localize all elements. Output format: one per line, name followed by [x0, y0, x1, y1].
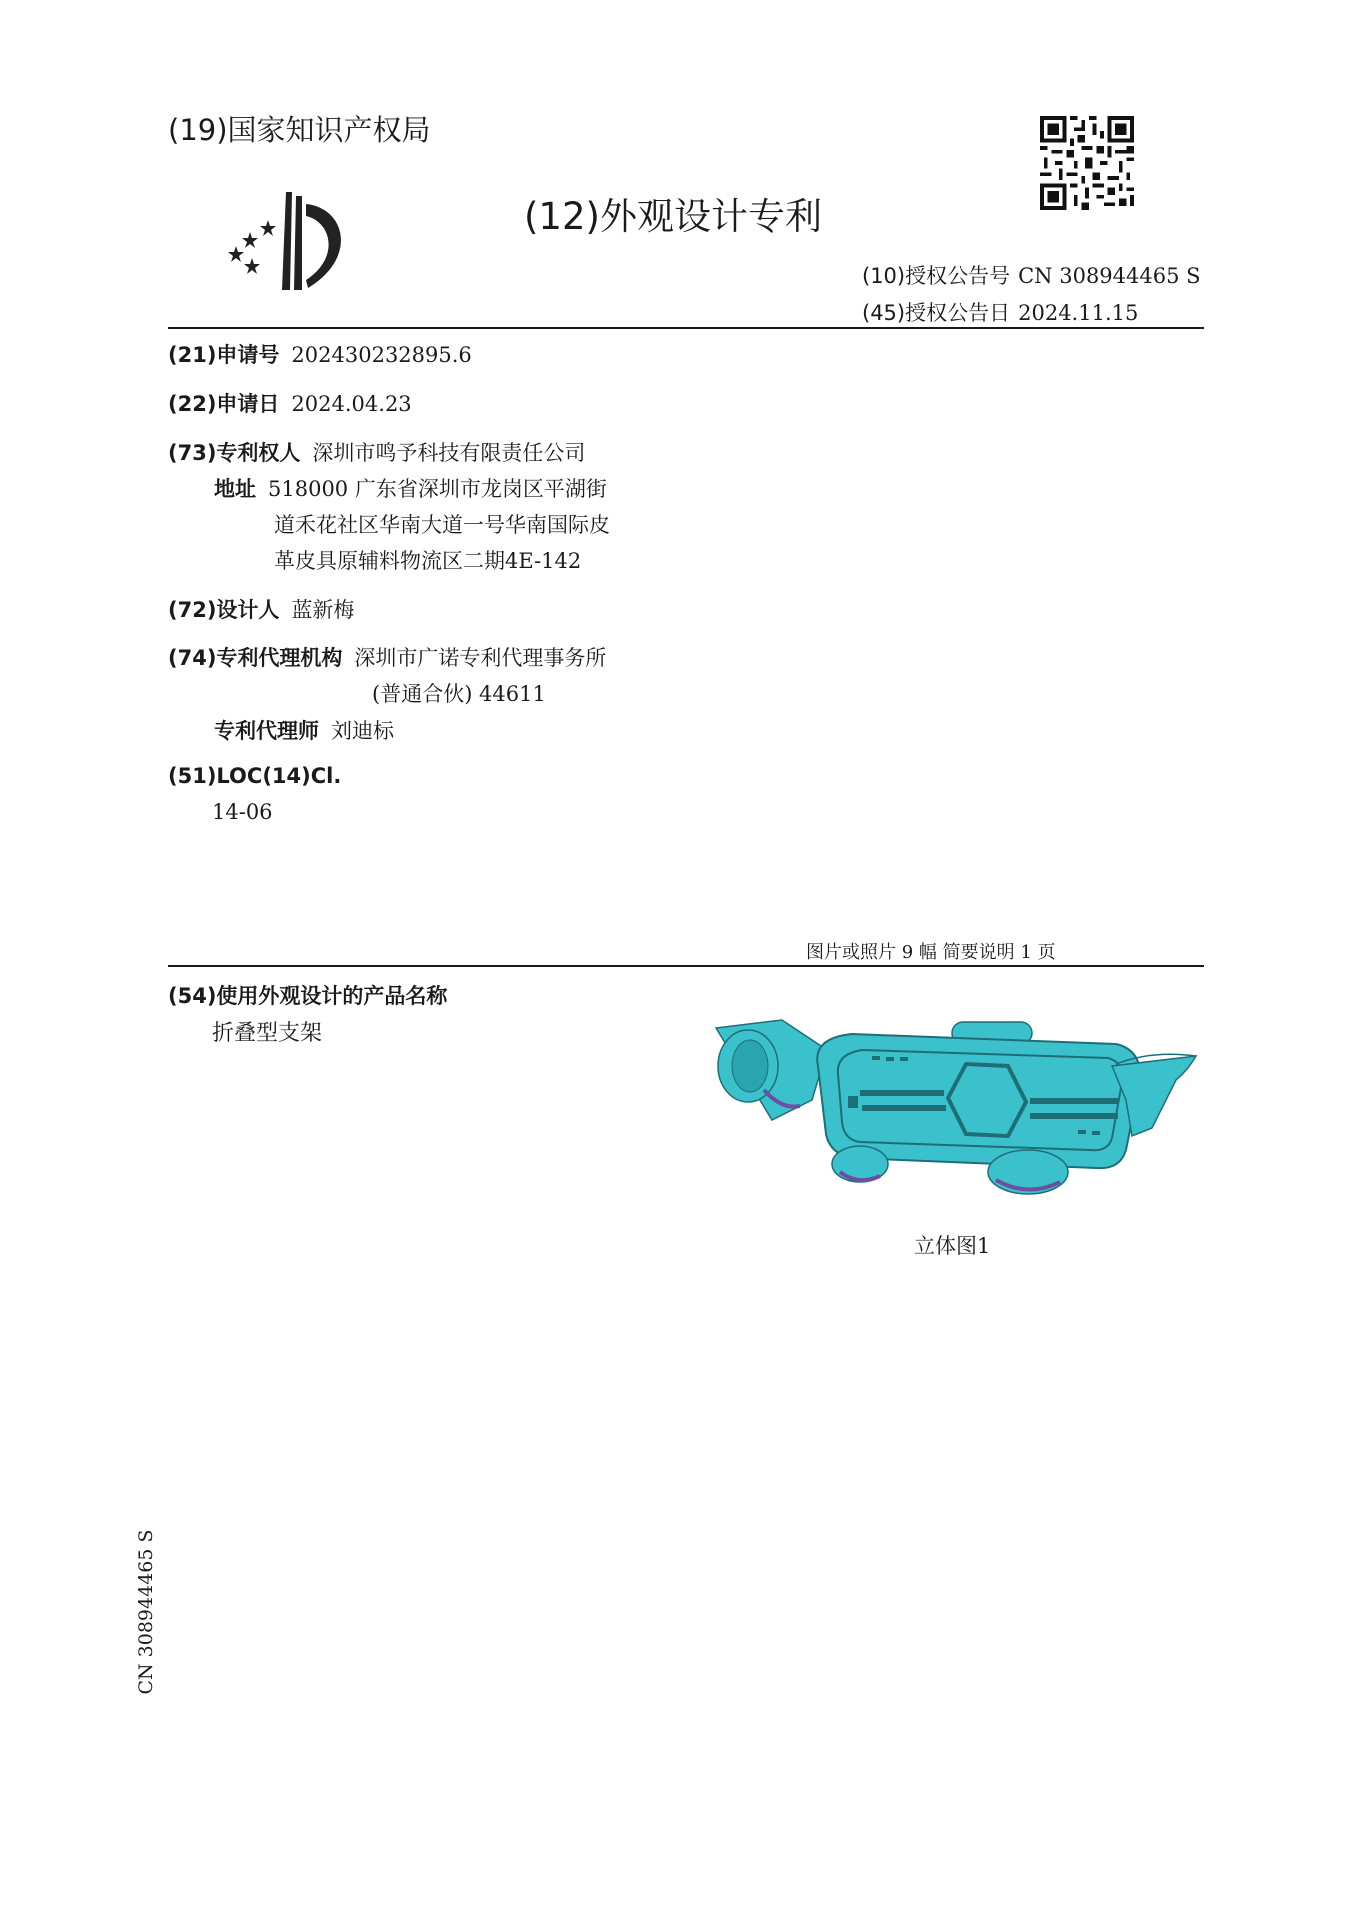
agency-line-1: 深圳市广诺专利代理事务所	[354, 646, 607, 670]
filing-date-label: (22)申请日	[168, 392, 280, 416]
agency-row	[168, 642, 606, 672]
designer: 蓝新梅	[291, 598, 355, 622]
header-divider	[168, 327, 1204, 329]
address-line-2: 道禾花社区华南大道一号华南国际皮	[274, 513, 610, 537]
qr-code	[1040, 116, 1134, 210]
designer-row	[168, 594, 354, 624]
section-divider	[168, 965, 1204, 967]
filing-date-row	[168, 388, 412, 418]
publication-date-row	[862, 297, 1138, 327]
agent: 刘迪标	[331, 719, 394, 743]
document-type-title: (12)外观设计专利	[524, 195, 822, 238]
designer-label: (72)设计人	[168, 598, 280, 622]
application-number-row	[168, 339, 472, 369]
loc-classification-label: (51)LOC(14)Cl.	[168, 764, 342, 788]
publication-number-row	[862, 260, 1201, 290]
publication-date: 2024.11.15	[1018, 301, 1139, 325]
address-line-1: 518000 广东省深圳市龙岗区平湖街	[268, 477, 607, 501]
publication-number-label: (10)授权公告号	[862, 264, 1011, 288]
application-number-label: (21)申请号	[168, 343, 280, 367]
agent-label: 专利代理师	[214, 719, 319, 743]
address-row	[214, 473, 607, 503]
loc-classification-value: 14-06	[212, 800, 273, 824]
agent-row	[214, 715, 394, 745]
application-number: 202430232895.6	[291, 343, 472, 367]
patentee: 深圳市鸣予科技有限责任公司	[312, 441, 586, 465]
loc-classification-row	[168, 764, 341, 788]
filing-date: 2024.04.23	[291, 392, 412, 416]
address-label: 地址	[214, 477, 256, 501]
publication-date-label: (45)授权公告日	[862, 301, 1011, 325]
patentee-label: (73)专利权人	[168, 441, 301, 465]
address-line-3: 革皮具原辅料物流区二期4E-142	[274, 549, 582, 573]
publication-number: CN 308944465 S	[1018, 264, 1201, 288]
patentee-row	[168, 437, 585, 467]
agency-line-2: (普通合伙) 44611	[372, 682, 546, 706]
agency-label: (74)专利代理机构	[168, 646, 343, 670]
side-publication-code: CN 308944465 S	[135, 1529, 157, 1695]
product-drawing	[712, 1010, 1202, 1210]
figure-count-info: 图片或照片 9 幅 简要说明 1 页	[806, 942, 1056, 963]
figure-caption: 立体图1	[914, 1234, 991, 1258]
product-name-label: (54)使用外观设计的产品名称	[168, 984, 448, 1008]
product-name: 折叠型支架	[212, 1021, 323, 1046]
patent-office-name: (19)国家知识产权局	[168, 113, 431, 147]
product-name-row	[168, 980, 447, 1010]
cnipa-logo	[228, 188, 354, 294]
